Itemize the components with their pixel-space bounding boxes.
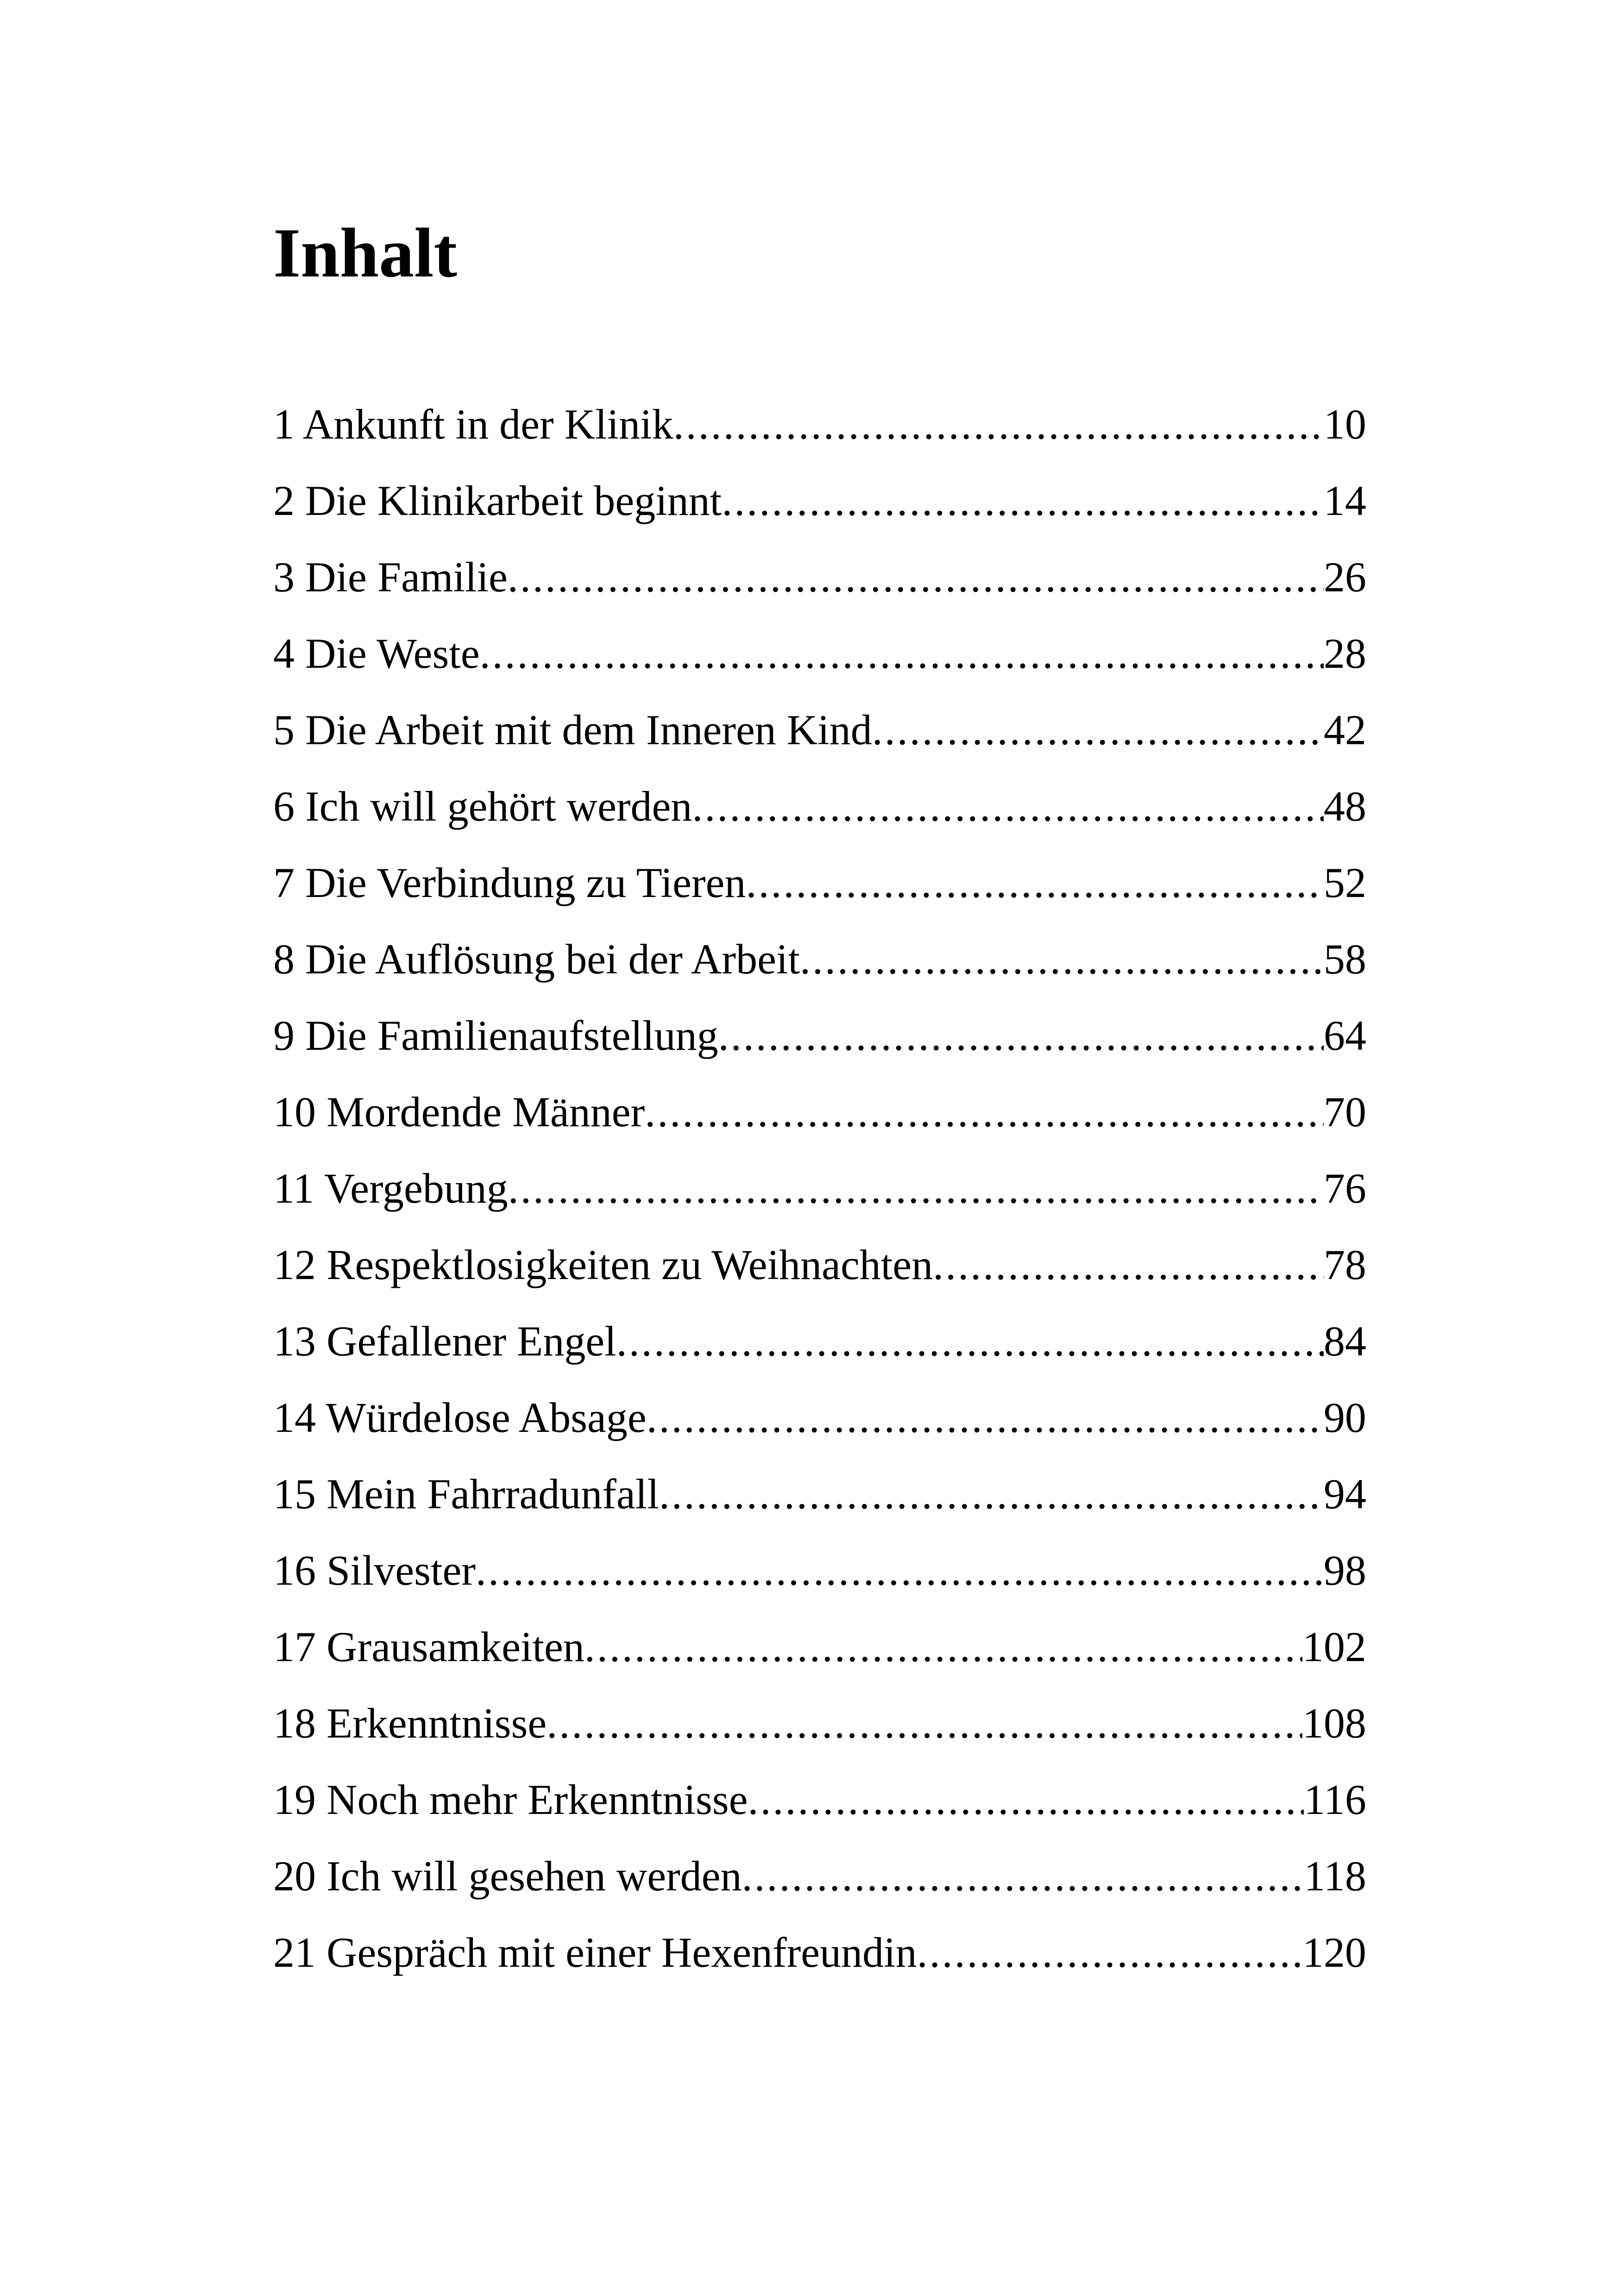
toc-entry-page-number: 70 bbox=[1324, 1088, 1366, 1135]
toc-entry-label: 4 Die Weste bbox=[273, 630, 480, 677]
toc-entry-label: 1 Ankunft in der Klinik bbox=[273, 401, 673, 448]
toc-entry-page-number: 52 bbox=[1324, 859, 1366, 906]
toc-entry bbox=[273, 1852, 1366, 1931]
toc-entry bbox=[273, 632, 1366, 709]
toc-entry-page-number: 102 bbox=[1302, 1623, 1366, 1670]
toc-entry-label: 10 Mordende Männer bbox=[273, 1088, 645, 1135]
toc-entry bbox=[273, 706, 1366, 785]
toc-entry-page-number: 108 bbox=[1302, 1700, 1366, 1747]
toc-entry-page-number: 10 bbox=[1324, 401, 1366, 448]
toc-entry-page-number: 42 bbox=[1324, 706, 1366, 753]
toc-entry-label: 13 Gefallener Engel bbox=[273, 1317, 616, 1365]
toc-entry bbox=[273, 861, 1366, 938]
toc-entry bbox=[273, 1702, 1366, 1778]
toc-dot-leader bbox=[659, 1473, 1324, 1515]
toc-entry-page-number: 78 bbox=[1324, 1241, 1366, 1288]
toc-dot-leader bbox=[584, 1625, 1302, 1668]
toc-dot-leader bbox=[718, 1014, 1324, 1057]
toc-entry-label: 8 Die Auflösung bei der Arbeit bbox=[273, 935, 800, 983]
toc-entry-page-number: 120 bbox=[1302, 1929, 1366, 1976]
toc-entry bbox=[273, 1625, 1366, 1702]
toc-dot-leader bbox=[742, 1855, 1304, 1897]
toc-entry-label: 2 Die Klinikarbeit beginnt bbox=[273, 477, 722, 524]
toc-entry-label: 15 Mein Fahrradunfall bbox=[273, 1470, 659, 1518]
toc-entry-page-number: 28 bbox=[1324, 630, 1366, 677]
toc-dot-leader bbox=[645, 1091, 1324, 1133]
toc-entry-label: 9 Die Familienaufstellung bbox=[273, 1012, 718, 1059]
toc-entry bbox=[273, 1549, 1366, 1625]
toc-dot-leader bbox=[748, 1778, 1304, 1821]
toc-dot-leader bbox=[647, 1396, 1324, 1439]
toc-dot-leader bbox=[508, 556, 1324, 598]
toc-entry bbox=[273, 1778, 1366, 1855]
toc-entry-label: 3 Die Familie bbox=[273, 553, 508, 601]
toc-entry-label: 5 Die Arbeit mit dem Inneren Kind bbox=[273, 706, 872, 753]
toc-entry-page-number: 14 bbox=[1324, 477, 1366, 524]
toc-dot-leader bbox=[508, 1167, 1324, 1210]
toc-entry-label: 16 Silvester bbox=[273, 1547, 476, 1594]
toc-entry-page-number: 58 bbox=[1324, 935, 1366, 983]
toc-dot-leader bbox=[933, 1243, 1324, 1286]
toc-entry-page-number: 98 bbox=[1324, 1547, 1366, 1594]
toc-entry bbox=[273, 1243, 1366, 1320]
toc-entry bbox=[273, 785, 1366, 861]
toc-dot-leader bbox=[673, 403, 1324, 445]
toc-entry-label: 14 Würdelose Absage bbox=[273, 1394, 647, 1441]
toc-entry-page-number: 90 bbox=[1324, 1394, 1366, 1441]
toc-dot-leader bbox=[746, 861, 1324, 904]
toc-entry bbox=[273, 1317, 1366, 1396]
toc-entry bbox=[273, 1088, 1366, 1167]
toc-entry bbox=[273, 1470, 1366, 1549]
toc-entry bbox=[273, 403, 1366, 479]
toc-entry-page-number: 64 bbox=[1324, 1012, 1366, 1059]
page-title: Inhalt bbox=[273, 214, 458, 292]
toc-entry-page-number: 116 bbox=[1304, 1776, 1366, 1823]
toc-entry bbox=[273, 1167, 1366, 1243]
toc-dot-leader bbox=[800, 938, 1324, 980]
toc-dot-leader bbox=[476, 1549, 1324, 1592]
toc-entry-label: 18 Erkenntnisse bbox=[273, 1700, 547, 1747]
toc-entry bbox=[273, 1014, 1366, 1091]
toc-entry-page-number: 118 bbox=[1304, 1852, 1366, 1900]
toc-entry bbox=[273, 1931, 1366, 2007]
toc-entry-page-number: 76 bbox=[1324, 1165, 1366, 1212]
toc-dot-leader bbox=[722, 479, 1324, 522]
toc-dot-leader bbox=[692, 785, 1324, 828]
toc-entry-label: 11 Vergebung bbox=[273, 1165, 508, 1212]
toc-entry-label: 20 Ich will gesehen werden bbox=[273, 1852, 742, 1900]
toc-dot-leader bbox=[872, 709, 1324, 751]
toc-entry-label: 19 Noch mehr Erkenntnisse bbox=[273, 1776, 748, 1823]
toc-dot-leader bbox=[616, 1320, 1324, 1362]
toc-entry-page-number: 84 bbox=[1324, 1317, 1366, 1365]
toc-entry-page-number: 48 bbox=[1324, 783, 1366, 830]
table-of-contents bbox=[273, 403, 1366, 2007]
toc-entry bbox=[273, 479, 1366, 556]
toc-entry-label: 17 Grausamkeiten bbox=[273, 1623, 584, 1670]
toc-entry-page-number: 94 bbox=[1324, 1470, 1366, 1518]
toc-entry bbox=[273, 935, 1366, 1014]
toc-entry-label: 12 Respektlosigkeiten zu Weihnachten bbox=[273, 1241, 933, 1288]
toc-entry bbox=[273, 1396, 1366, 1473]
toc-entry bbox=[273, 553, 1366, 632]
toc-entry-page-number: 26 bbox=[1324, 553, 1366, 601]
toc-dot-leader bbox=[547, 1702, 1302, 1744]
toc-dot-leader bbox=[917, 1931, 1302, 1974]
toc-dot-leader bbox=[480, 632, 1324, 675]
toc-entry-label: 21 Gespräch mit einer Hexenfreundin bbox=[273, 1929, 917, 1976]
toc-entry-label: 7 Die Verbindung zu Tieren bbox=[273, 859, 746, 906]
toc-entry-label: 6 Ich will gehört werden bbox=[273, 783, 692, 830]
